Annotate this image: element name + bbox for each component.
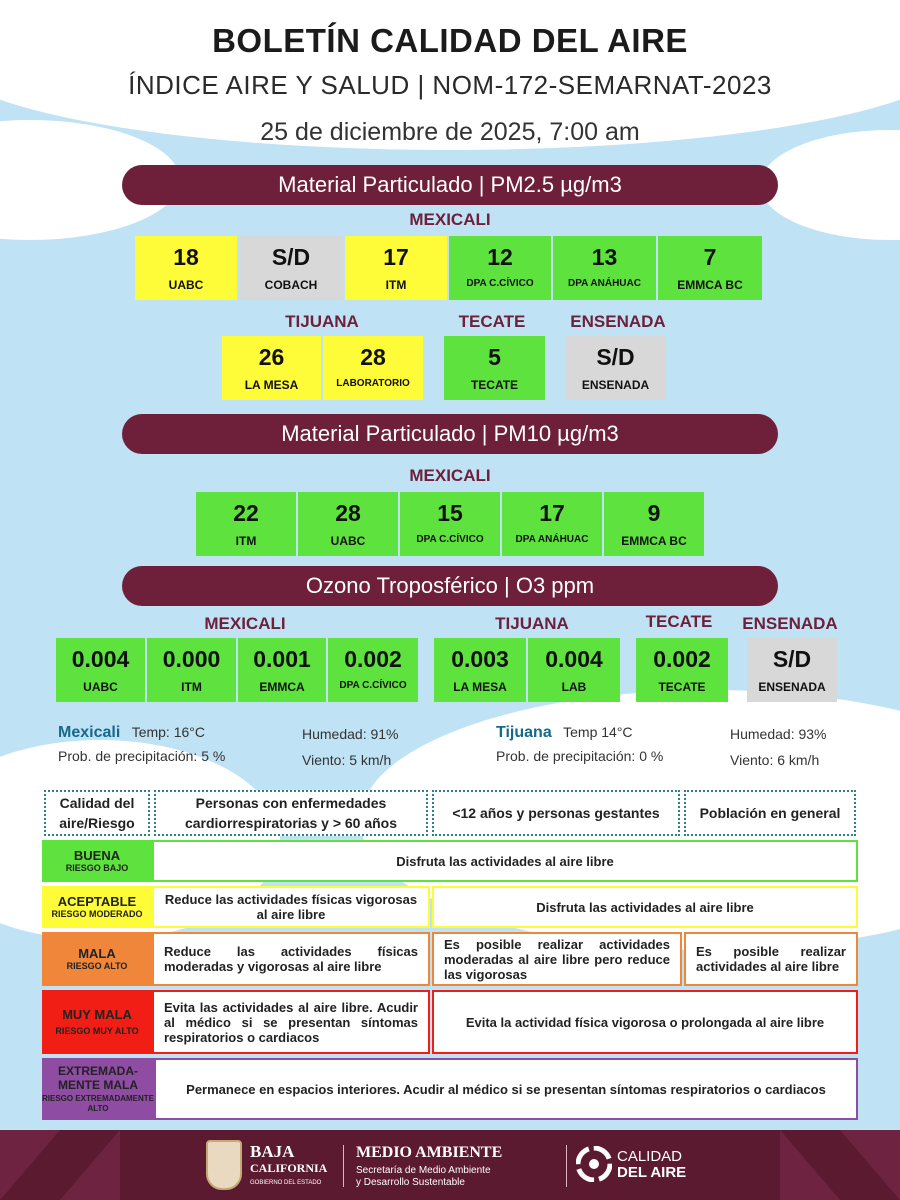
weather-temp: Temp 14°C — [563, 724, 633, 740]
level-extremadamente-mala — [42, 1058, 154, 1120]
o3-tijuana-label: TIJUANA — [495, 614, 569, 633]
rec-muy-mala-sensitive: Evita las actividades al aire libre. Acudir al médico si se presentan síntomas respiratorios o cardiacos — [152, 990, 430, 1054]
card-value: 0.004 — [71, 646, 130, 672]
level-risk: RIESGO EXTREMADAMENTE ALTO — [42, 1094, 155, 1113]
rec-mala-sensitive: Reduce las actividades físicas moderadas y vigorosas al aire libre — [152, 932, 430, 986]
header-sensitive: Personas con enfermedades cardiorrespiratorias y > 60 años — [154, 790, 428, 836]
card-value: 0.002 — [344, 646, 402, 672]
card-station: ITM — [385, 278, 407, 292]
card-value: 15 — [437, 500, 463, 526]
weather-precip: Prob. de precipitación: 5 % — [58, 748, 226, 764]
pm25-tijuana-label: TIJUANA — [285, 312, 359, 331]
card-value: S/D — [596, 344, 635, 370]
footer-pattern — [840, 1130, 900, 1200]
level-muy-mala — [42, 990, 152, 1054]
weather-precip: Prob. de precipitación: 0 % — [496, 748, 664, 764]
card-station: LA MESA — [453, 680, 507, 694]
footer-pattern — [780, 1130, 840, 1200]
card-station: EMMCA BC — [621, 534, 687, 548]
weather-wind: Viento: 5 km/h — [302, 752, 392, 768]
card-station: LAB — [561, 680, 587, 694]
weather-wind: Viento: 6 km/h — [730, 752, 820, 768]
rec-mala-children: Es posible realizar actividades moderadas al aire libre pero reduce las vigorosas — [432, 932, 682, 986]
card-value: S/D — [271, 244, 311, 270]
card-station: EMMCA BC — [677, 278, 743, 292]
footer-agency-sub2: y Desarrollo Sustentable — [356, 1177, 465, 1188]
card-value: 0.002 — [653, 646, 711, 672]
weather-city: Tijuana — [496, 724, 552, 741]
card-value: 17 — [539, 500, 565, 526]
level-name: EXTREMADA-MENTE MALA — [58, 1064, 138, 1092]
card-value: 7 — [703, 244, 717, 270]
card-station: UABC — [83, 680, 118, 694]
card-value: 26 — [258, 344, 285, 370]
pm25-tecate-label: TECATE — [458, 312, 526, 331]
state-shield-icon — [206, 1140, 242, 1190]
pm25-ensenada-label: ENSENADA — [570, 312, 666, 331]
pm25-card-laboratorio — [323, 336, 423, 400]
pm25-card-uabc — [135, 236, 237, 300]
card-value: 12 — [487, 244, 513, 270]
card-value: 18 — [173, 244, 199, 270]
card-value: 5 — [488, 344, 501, 370]
pm10-card-itm — [196, 492, 296, 556]
weather-tijuana-line1 — [496, 724, 633, 742]
pm25-card-ensenada — [565, 336, 666, 400]
card-station: ENSENADA — [758, 680, 826, 694]
card-value: 22 — [233, 500, 259, 526]
card-station: DPA ANÁHUAC — [568, 278, 641, 289]
rec-muy-mala-rest: Evita la actividad física vigorosa o prolongada al aire libre — [432, 990, 858, 1054]
rec-extremadamente-mala-all: Permanece en espacios interiores. Acudir al médico si se presentan síntomas respiratorios o cardiacos — [154, 1058, 858, 1120]
pm25-mexicali-label: MEXICALI — [409, 210, 491, 229]
level-risk: RIESGO ALTO — [66, 961, 128, 971]
footer-state-line1: BAJA — [250, 1142, 295, 1161]
pm25-card-cobach — [239, 236, 343, 300]
o3-card-la-mesa — [434, 638, 526, 702]
card-value: 0.003 — [451, 646, 509, 672]
weather-city: Mexicali — [58, 724, 121, 741]
o3-card-lab — [528, 638, 620, 702]
pm25-banner: Material Particulado | PM2.5 µg/m3 — [122, 165, 778, 205]
footer-separator — [343, 1145, 344, 1187]
card-station: ENSENADA — [581, 378, 650, 392]
card-value: 28 — [360, 344, 386, 370]
card-station: ITM — [235, 534, 257, 548]
header-general: Población en general — [684, 790, 856, 836]
card-value: 0.000 — [162, 646, 221, 672]
pm10-card-emmca — [604, 492, 704, 556]
pm10-banner: Material Particulado | PM10 µg/m3 — [122, 414, 778, 454]
o3-tecate-label: TECATE — [645, 612, 713, 631]
pm25-card-dpa-anahuac — [553, 236, 656, 300]
card-station: DPA C.CÍVICO — [416, 534, 484, 545]
card-value: S/D — [772, 646, 812, 672]
o3-card-uabc — [56, 638, 145, 702]
footer-agency-sub1: Secretaría de Medio Ambiente — [356, 1165, 491, 1176]
level-risk: RIESGO MUY ALTO — [55, 1026, 139, 1036]
card-station: COBACH — [264, 278, 318, 292]
rec-aceptable-rest: Disfruta las actividades al aire libre — [432, 886, 858, 928]
card-station: ITM — [181, 680, 202, 694]
pm25-card-la-mesa — [222, 336, 321, 400]
card-station: LABORATORIO — [336, 378, 410, 389]
card-station: LA MESA — [244, 378, 299, 392]
bulletin-date: 25 de diciembre de 2025, 7:00 am — [260, 118, 640, 146]
pm25-card-dpa-civico — [449, 236, 551, 300]
page-subtitle: ÍNDICE AIRE Y SALUD | NOM-172-SEMARNAT-2023 — [128, 70, 772, 100]
card-station: DPA ANÁHUAC — [515, 534, 589, 545]
card-station: TECATE — [470, 378, 519, 392]
card-value: 0.004 — [545, 646, 603, 672]
level-buena — [42, 840, 152, 882]
rec-mala-general: Es posible realizar actividades al aire libre — [684, 932, 858, 986]
rec-aceptable-sensitive: Reduce las actividades físicas vigorosas al aire libre — [152, 886, 430, 928]
o3-banner: Ozono Troposférico | O3 ppm — [122, 566, 778, 606]
footer-brand1: CALIDAD — [617, 1148, 683, 1165]
card-station: DPA C.CÍVICO — [466, 278, 534, 289]
weather-mexicali-line1 — [58, 724, 205, 742]
card-value: 0.001 — [253, 646, 311, 672]
level-aceptable — [42, 886, 152, 928]
level-name: MALA — [78, 946, 116, 961]
pm25-card-emmca — [658, 236, 762, 300]
air-quality-logo-icon — [576, 1146, 612, 1182]
weather-humidity: Humedad: 93% — [730, 726, 827, 742]
level-name: ACEPTABLE — [57, 894, 137, 909]
pm10-card-uabc — [298, 492, 398, 556]
weather-humidity: Humedad: 91% — [302, 726, 399, 742]
level-mala — [42, 932, 152, 986]
footer-pattern — [0, 1130, 60, 1200]
card-station: DPA C.CÍVICO — [339, 680, 407, 691]
o3-mexicali-label: MEXICALI — [204, 614, 286, 633]
card-station: UABC — [168, 278, 204, 292]
level-risk: RIESGO MODERADO — [51, 909, 143, 919]
rec-buena-all: Disfruta las actividades al aire libre — [152, 840, 858, 882]
o3-card-ensenada — [747, 638, 837, 702]
o3-card-emmca — [238, 638, 326, 702]
level-risk: RIESGO BAJO — [65, 863, 129, 873]
header-children: <12 años y personas gestantes — [432, 790, 680, 836]
footer-agency-title: MEDIO AMBIENTE — [356, 1144, 503, 1161]
header-quality: Calidad del aire/Riesgo — [44, 790, 150, 836]
pm25-card-tecate — [444, 336, 545, 400]
card-station: TECATE — [658, 680, 706, 694]
o3-card-tecate — [636, 638, 728, 702]
card-station: EMMCA — [259, 680, 305, 694]
pm10-card-dpa-civico — [400, 492, 500, 556]
o3-card-itm — [147, 638, 236, 702]
level-name: MUY MALA — [62, 1007, 132, 1022]
o3-ensenada-label: ENSENADA — [742, 614, 838, 633]
weather-temp: Temp: 16°C — [131, 724, 205, 740]
o3-card-dpa-civico — [328, 638, 418, 702]
level-name: BUENA — [73, 848, 121, 863]
footer-pattern — [60, 1130, 120, 1200]
footer-separator — [566, 1145, 567, 1187]
card-station: UABC — [330, 534, 366, 548]
pm10-card-dpa-anahuac — [502, 492, 602, 556]
pm10-mexicali-label: MEXICALI — [409, 466, 491, 485]
card-value: 13 — [591, 244, 618, 270]
footer-brand2: DEL AIRE — [617, 1164, 687, 1181]
footer-state-line3: GOBIERNO DEL ESTADO — [250, 1180, 322, 1186]
card-value: 9 — [647, 500, 661, 526]
page-title: BOLETÍN CALIDAD DEL AIRE — [212, 22, 688, 59]
pm25-card-itm — [345, 236, 447, 300]
footer-state-line2: CALIFORNIA — [250, 1161, 328, 1175]
card-value: 28 — [335, 500, 361, 526]
card-value: 17 — [383, 244, 409, 270]
